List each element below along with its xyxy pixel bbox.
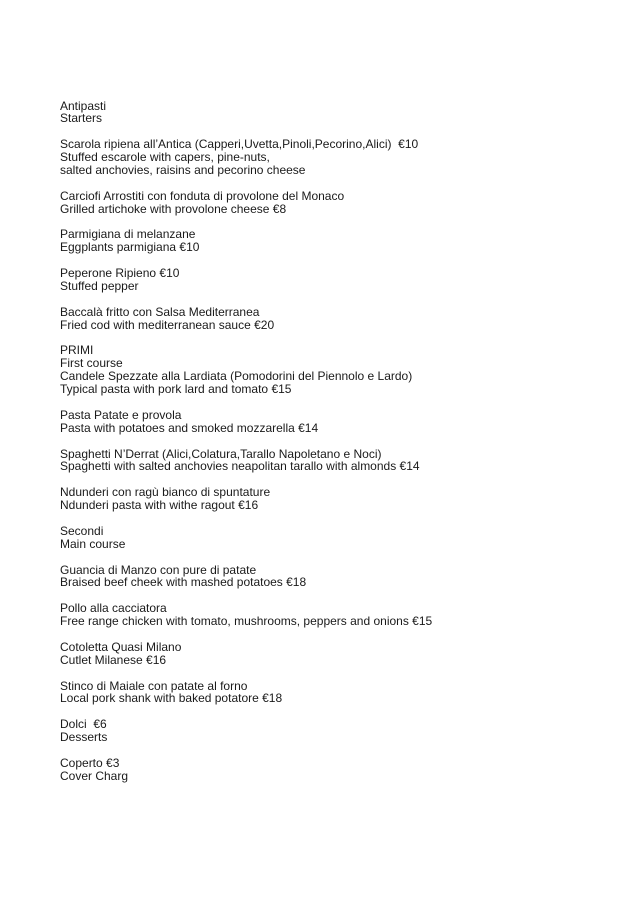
menu-item (60, 306, 432, 332)
dish-name: Carciofi Arrostiti con fonduta di provolone del Monaco (60, 188, 345, 203)
menu-item (60, 228, 432, 254)
dish-name: Parmigiana di melanzane (60, 227, 196, 242)
dish-name: Coperto €3 (60, 755, 120, 770)
dish-name: Cotoletta Quasi Milano (60, 639, 182, 654)
dish-name: Pollo alla cacciatora (60, 601, 167, 616)
section-title: Antipasti (60, 98, 107, 113)
menu-item (60, 757, 432, 783)
dish-description: Eggplants parmigiana €10 (60, 240, 200, 255)
menu-item (60, 448, 432, 474)
menu-item (60, 486, 432, 512)
dish-name: Ndunderi con ragù bianco di spuntature (60, 485, 271, 500)
menu-item (60, 190, 432, 216)
dish-description: Fried cod with mediterranean sauce €20 (60, 317, 275, 332)
menu-item (60, 602, 432, 628)
dish-description: Spaghetti with salted anchovies neapolitan tarallo with almonds €14 (60, 459, 420, 474)
dish-description: Braised beef cheek with mashed potatoes €18 (60, 575, 307, 590)
menu-item (60, 680, 432, 706)
section-title: Dolci €6 (60, 717, 107, 732)
menu-item (60, 138, 432, 177)
menu-section (60, 100, 432, 332)
section-heading (60, 525, 432, 551)
section-heading (60, 100, 432, 126)
dish-description: salted anchovies, raisins and pecorino cheese (60, 162, 306, 177)
dish-name: Guancia di Manzo con pure di patate (60, 562, 257, 577)
menu-item (60, 564, 432, 590)
dish-description: Stuffed escarole with capers, pine-nuts, (60, 150, 270, 165)
section-subtitle: Starters (60, 111, 103, 126)
dish-description: Cutlet Milanese €16 (60, 652, 167, 667)
menu-item (60, 409, 432, 435)
dish-name: Baccalà fritto con Salsa Mediterranea (60, 304, 260, 319)
menu-document (60, 100, 432, 796)
dish-description: Ndunderi pasta with withe ragout €16 (60, 498, 259, 513)
menu-section (60, 344, 432, 512)
dish-description: Free range chicken with tomato, mushrooms, peppers and onions €15 (60, 614, 433, 629)
section-heading (60, 718, 432, 744)
section-heading (60, 344, 432, 370)
dish-name: Scarola ripiena all’Antica (Capperi,Uvetta,Pinoli,Pecorino,Alici) €10 (60, 137, 419, 152)
dish-description: Local pork shank with baked potatore €18 (60, 691, 283, 706)
dish-description: Cover Charg (60, 768, 129, 783)
dish-name: Stinco di Maiale con patate al forno (60, 678, 248, 693)
dish-name: Spaghetti N’Derrat (Alici,Colatura,Tarallo Napoletano e Noci) (60, 446, 382, 461)
menu-section (60, 718, 432, 782)
dish-description: Stuffed pepper (60, 278, 139, 293)
section-title: PRIMI (60, 343, 94, 358)
menu-item (60, 641, 432, 667)
menu-item (60, 370, 432, 396)
section-title: Secondi (60, 523, 104, 538)
dish-name: Pasta Patate e provola (60, 407, 182, 422)
dish-name: Candele Spezzate alla Lardiata (Pomodorini del Piennolo e Lardo) (60, 369, 413, 384)
menu-section (60, 525, 432, 705)
dish-name: Peperone Ripieno €10 (60, 266, 180, 281)
dish-description: Pasta with potatoes and smoked mozzarella €14 (60, 420, 319, 435)
section-subtitle: Desserts (60, 730, 108, 745)
section-subtitle: Main course (60, 536, 126, 551)
dish-description: Typical pasta with pork lard and tomato €15 (60, 382, 292, 397)
menu-item (60, 267, 432, 293)
dish-description: Grilled artichoke with provolone cheese €8 (60, 201, 287, 216)
section-subtitle: First course (60, 356, 123, 371)
